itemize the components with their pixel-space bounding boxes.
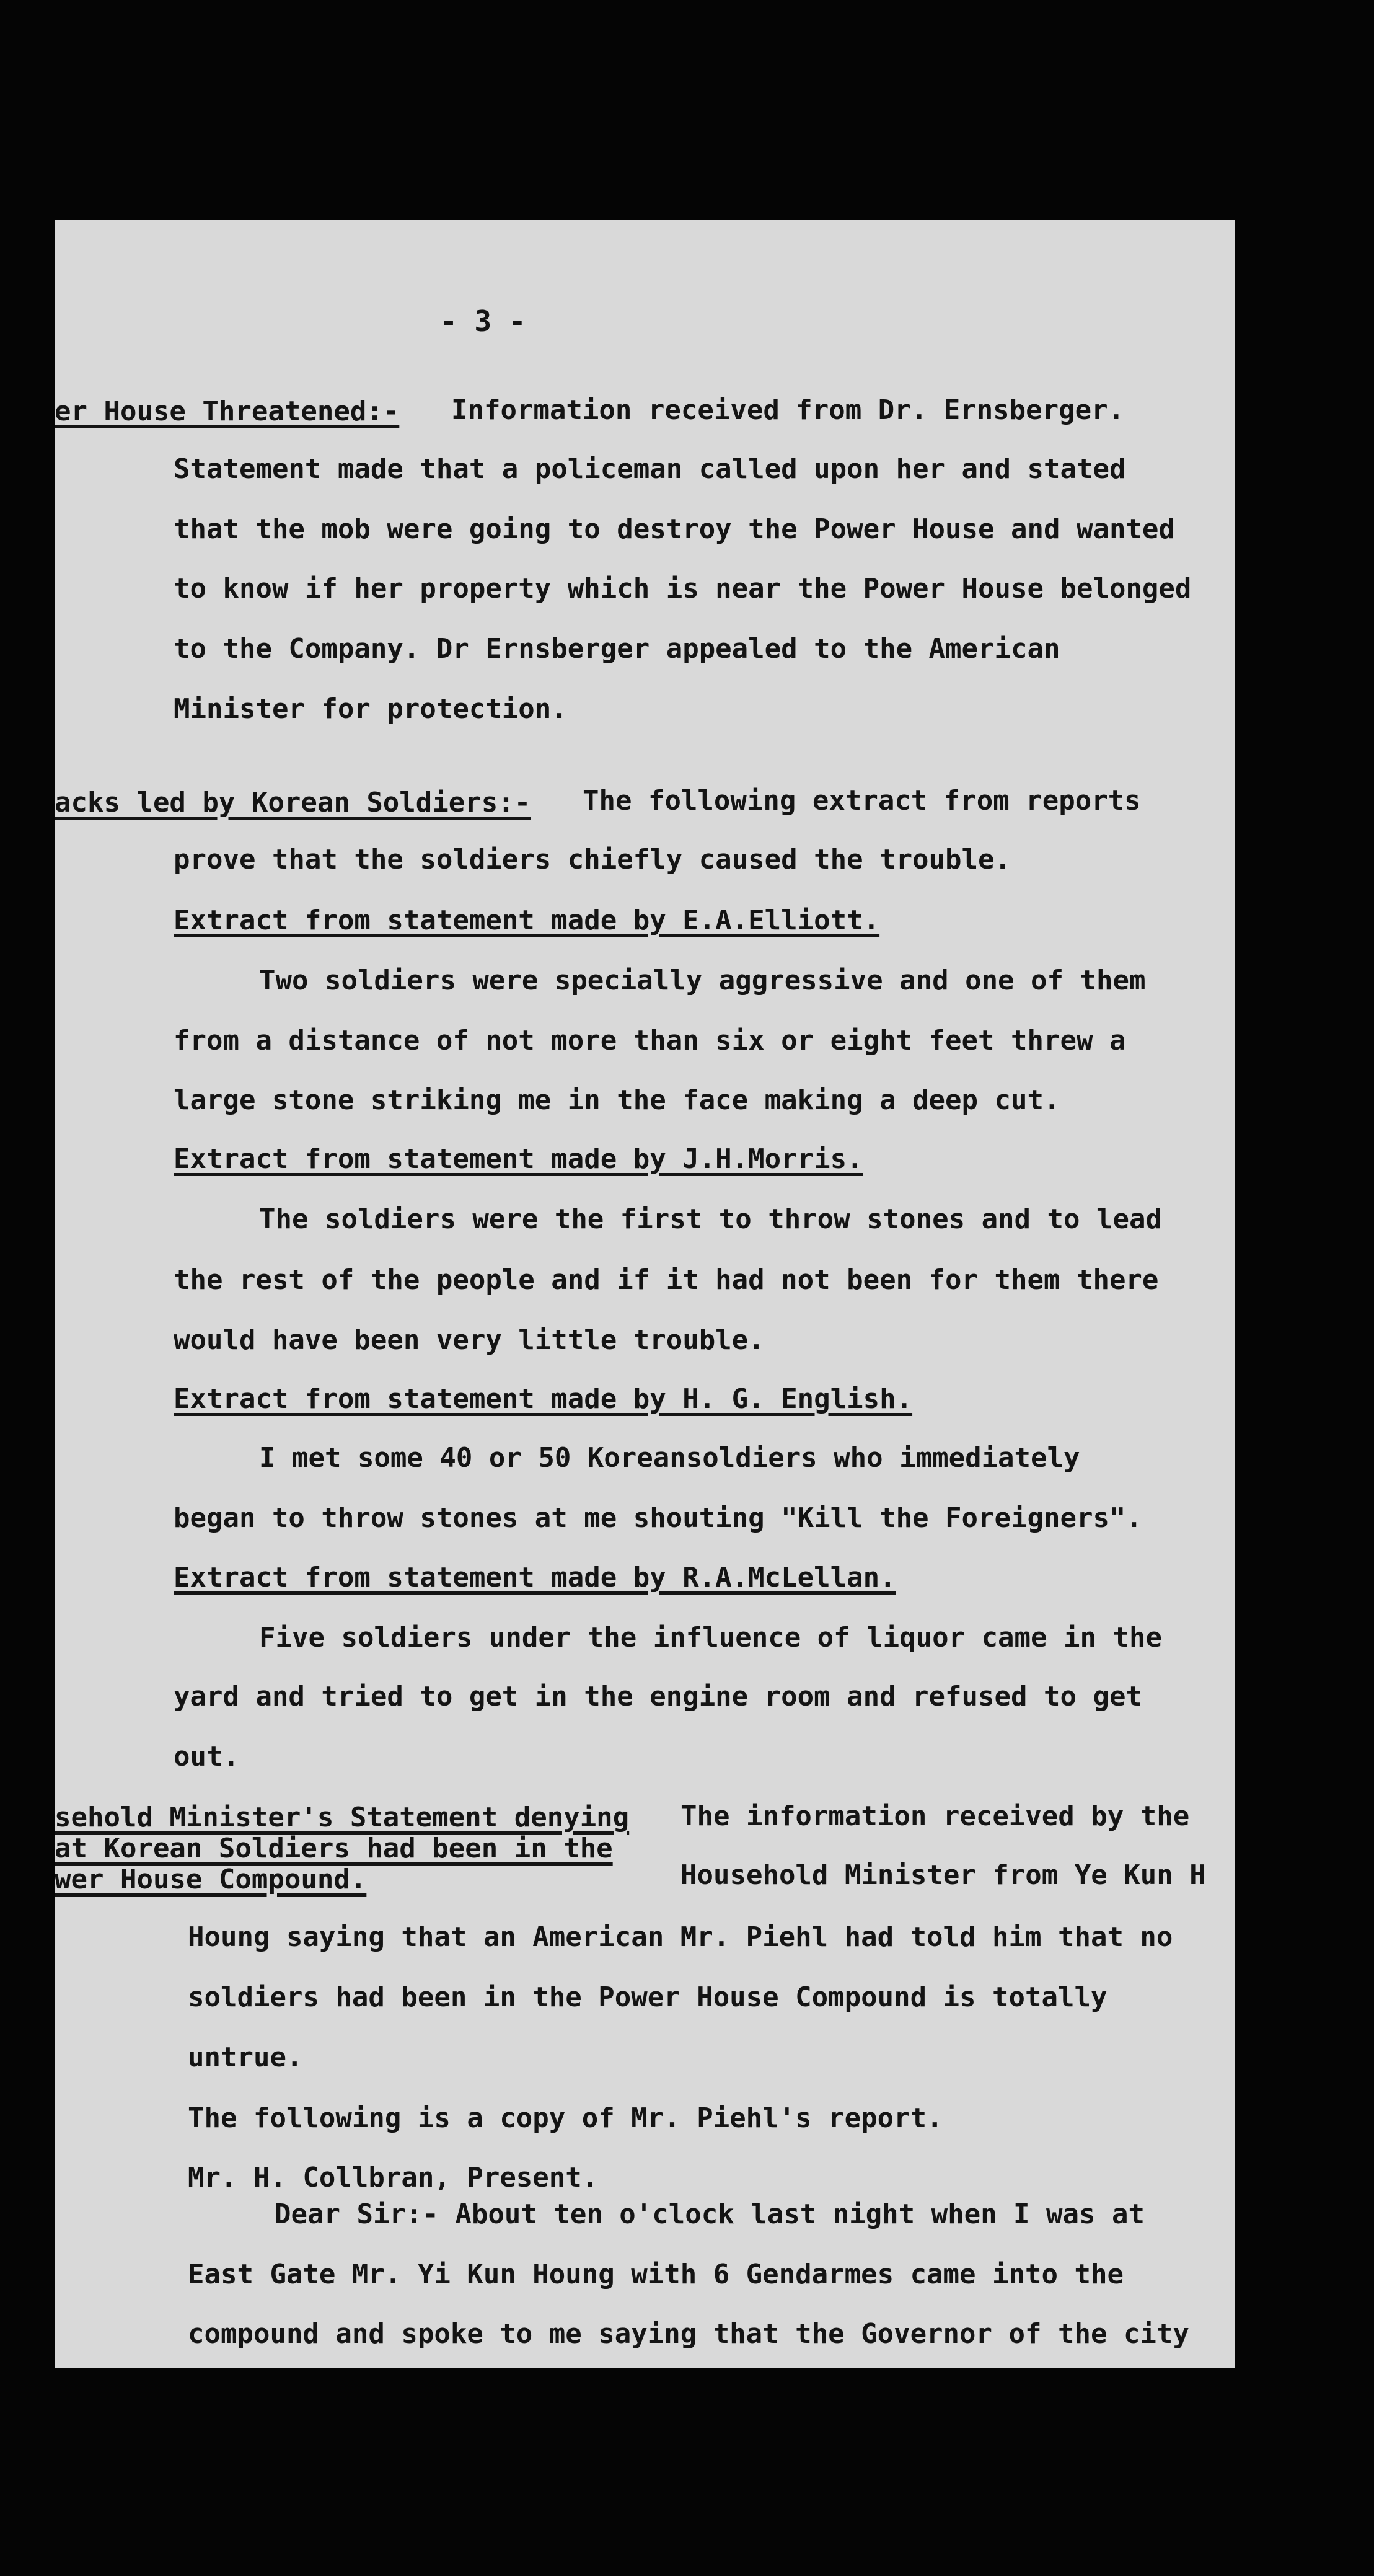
body-line: Houng saying that an American Mr. Piehl had told him that no [188,1921,1173,1953]
section-heading-household: wer House Compound. [55,1864,367,1895]
extract-line: yard and tried to get in the engine room and refused to get [174,1681,1142,1712]
section-heading-household: at Korean Soldiers had been in the [55,1833,613,1864]
extract-line: the rest of the people and if it had not been for them there [174,1264,1159,1296]
extract-line: Two soldiers were specially aggressive and one of them [259,965,1146,996]
extract-line: began to throw stones at me shouting "Kill the Foreigners". [174,1502,1142,1534]
extract-line: out. [174,1741,239,1773]
body-line: untrue. [188,2042,303,2073]
extract-line: would have been very little trouble. [174,1324,765,1356]
report-line: compound and spoke to me saying that the Governor of the city [188,2318,1189,2350]
extract-line: Five soldiers under the influence of liquor came in the [259,1622,1162,1653]
body-line: Minister for protection. [174,693,568,725]
body-line: soldiers had been in the Power House Compound is totally [188,1981,1108,2013]
body-line: Statement made that a policeman called upon her and stated [174,453,1126,485]
extract-line: The soldiers were the first to throw stones and to lead [259,1203,1162,1235]
report-addressee: Mr. H. Collbran, Present. [188,2162,599,2193]
page-number: - 3 - [440,304,526,338]
document-page [55,220,1235,2368]
report-line: East Gate Mr. Yi Kun Houng with 6 Gendarmes came into the [188,2259,1124,2290]
body-line: Information received from Dr. Ernsberger. [451,394,1125,426]
extract-line: large stone striking me in the face making a deep cut. [174,1084,1060,1116]
body-line: Household Minister from Ye Kun H [680,1859,1206,1891]
body-line: prove that the soldiers chiefly caused the trouble. [174,844,1011,875]
extract-title: Extract from statement made by H. G. English. [174,1383,913,1415]
body-line: to the Company. Dr Ernsberger appealed to the American [174,633,1060,665]
body-line: that the mob were going to destroy the Power House and wanted [174,513,1175,545]
section-heading-attacks: acks led by Korean Soldiers:- [55,787,531,818]
extract-line: I met some 40 or 50 Koreansoldiers who immediately [259,1442,1080,1474]
report-intro: The following is a copy of Mr. Piehl's report. [188,2102,943,2134]
body-line: to know if her property which is near the Power House belonged [174,573,1192,604]
body-line: The information received by the [680,1800,1190,1832]
section-heading-power-house: er House Threatened:- [55,396,400,427]
extract-title: Extract from statement made by E.A.Elliott. [174,905,880,936]
extract-title: Extract from statement made by J.H.Morris. [174,1143,863,1175]
section-heading-household: sehold Minister's Statement denying [55,1802,630,1833]
extract-line: from a distance of not more than six or eight feet threw a [174,1025,1126,1056]
report-line: Dear Sir:- About ten o'clock last night when I was at [275,2198,1145,2230]
body-line: The following extract from reports [583,785,1141,817]
extract-title: Extract from statement made by R.A.McLellan. [174,1562,896,1593]
